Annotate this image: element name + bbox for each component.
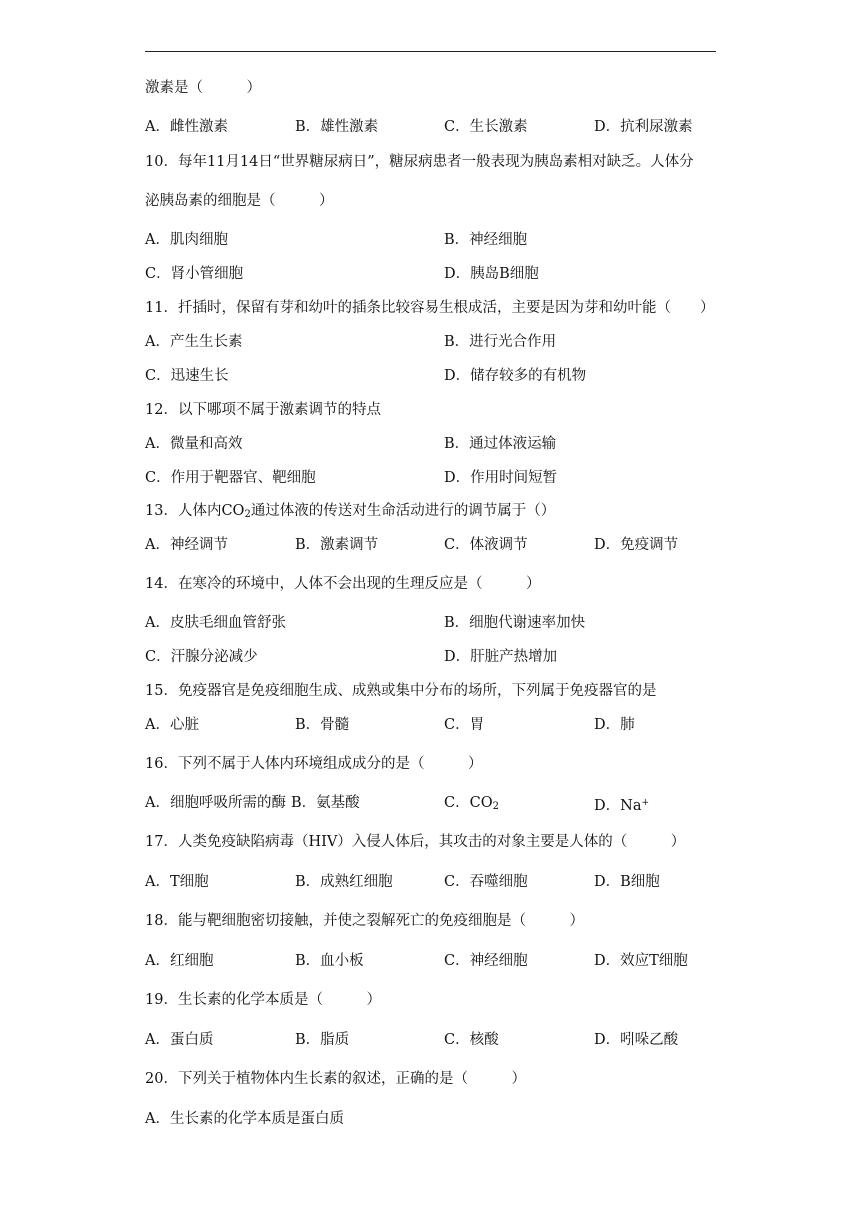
q20-stem: 20．下列关于植物体内生长素的叙述，正确的是（ ） [145,1071,526,1087]
q14-option-d: D．肝脏产热增加 [444,649,558,665]
q14-option-c: C．汗腺分泌减少 [145,649,258,665]
q16-option-c-subscript: 2 [492,801,499,812]
q10-option-a: A．肌肉细胞 [145,232,228,248]
q17-option-c: C．吞噬细胞 [444,874,528,890]
q13-stem-subscript: 2 [244,509,251,520]
q19-option-d: D．吲哚乙酸 [594,1032,679,1048]
q10-stem-line1: 10．每年11月14日“世界糖尿病日”，糖尿病患者一般表现为胰岛素相对缺乏。人体分 [145,154,694,170]
q11-option-c: C．迅速生长 [145,368,229,384]
q15-option-d: D．肺 [594,717,635,733]
q12-option-d: D．作用时间短暂 [444,470,558,486]
q17-option-a: A．T细胞 [145,874,209,890]
q9-option-a: A．雌性激素 [145,119,228,135]
q16-option-d-superscript: + [641,798,650,808]
q18-stem: 18．能与靶细胞密切接触，并使之裂解死亡的免疫细胞是（ ） [145,913,584,929]
q15-stem: 15．免疫器官是免疫细胞生成、成熟或集中分布的场所，下列属于免疫器官的是 [145,683,657,699]
q10-stem-line2: 泌胰岛素的细胞是（ ） [145,193,334,209]
q16-option-c [444,793,499,817]
q11-option-b: B．进行光合作用 [444,334,557,350]
q9-option-c: C．生长激素 [444,119,528,135]
q14-option-a: A．皮肤毛细血管舒张 [145,615,286,631]
q17-stem: 17．人类免疫缺陷病毒（HIV）入侵人体后，其攻击的对象主要是人体的（ ） [145,834,686,850]
q16-option-d [594,793,649,816]
q9-option-d: D．抗利尿激素 [594,119,693,135]
q17-option-b: B．成熟红细胞 [295,874,393,890]
q12-option-a: A．微量和高效 [145,436,243,452]
q10-option-d: D．胰岛B细胞 [444,266,539,282]
q18-option-c: C．神经细胞 [444,953,528,969]
q19-option-a: A．蛋白质 [145,1032,214,1048]
q13-stem-prefix: 13．人体内CO [145,503,245,519]
q16-option-d-text: D．Na [594,798,642,814]
q10-option-b: B．神经细胞 [444,232,528,248]
q18-option-d: D．效应T细胞 [594,953,688,969]
q15-option-a: A．心脏 [145,717,199,733]
q19-stem: 19．生长素的化学本质是（ ） [145,992,381,1008]
header-rule [145,51,716,52]
q17-option-d: D．B细胞 [594,874,660,890]
q19-option-c: C．核酸 [444,1032,499,1048]
q13-option-a: A．神经调节 [145,537,228,553]
q11-option-a: A．产生生长素 [145,334,243,350]
q19-option-b: B．脂质 [295,1032,350,1048]
q16-option-a: A．细胞呼吸所需的酶 [145,795,286,811]
q10-option-c: C．肾小管细胞 [145,266,244,282]
q15-option-b: B．骨髓 [295,717,350,733]
q13-stem [145,501,555,525]
q9-stem-tail: 激素是（ ） [145,80,261,96]
q20-option-a: A．生长素的化学本质是蛋白质 [145,1111,344,1127]
q11-stem: 11．扦插时，保留有芽和幼叶的插条比较容易生根成活，主要是因为芽和幼叶能（ ） [145,300,715,316]
q16-stem: 16．下列不属于人体内环境组成成分的是（ ） [145,756,483,772]
q12-option-c: C．作用于靶器官、靶细胞 [145,470,316,486]
q18-option-b: B．血小板 [295,953,364,969]
q16-option-c-text: C．CO [444,795,493,811]
q13-option-b: B．激素调节 [295,537,379,553]
q14-option-b: B．细胞代谢速率加快 [444,615,586,631]
q18-option-a: A．红细胞 [145,953,214,969]
q15-option-c: C．胃 [444,717,485,733]
q13-option-c: C．体液调节 [444,537,528,553]
q13-stem-suffix: 通过体液的传送对生命活动进行的调节属于（） [250,503,556,519]
q13-option-d: D．免疫调节 [594,537,679,553]
q12-stem: 12．以下哪项不属于激素调节的特点 [145,402,381,418]
q12-option-b: B．通过体液运输 [444,436,557,452]
q9-option-b: B．雄性激素 [295,119,379,135]
q16-option-b: B．氨基酸 [291,795,360,811]
q14-stem: 14．在寒冷的环境中，人体不会出现的生理反应是（ ） [145,576,541,592]
q11-option-d: D．储存较多的有机物 [444,368,587,384]
